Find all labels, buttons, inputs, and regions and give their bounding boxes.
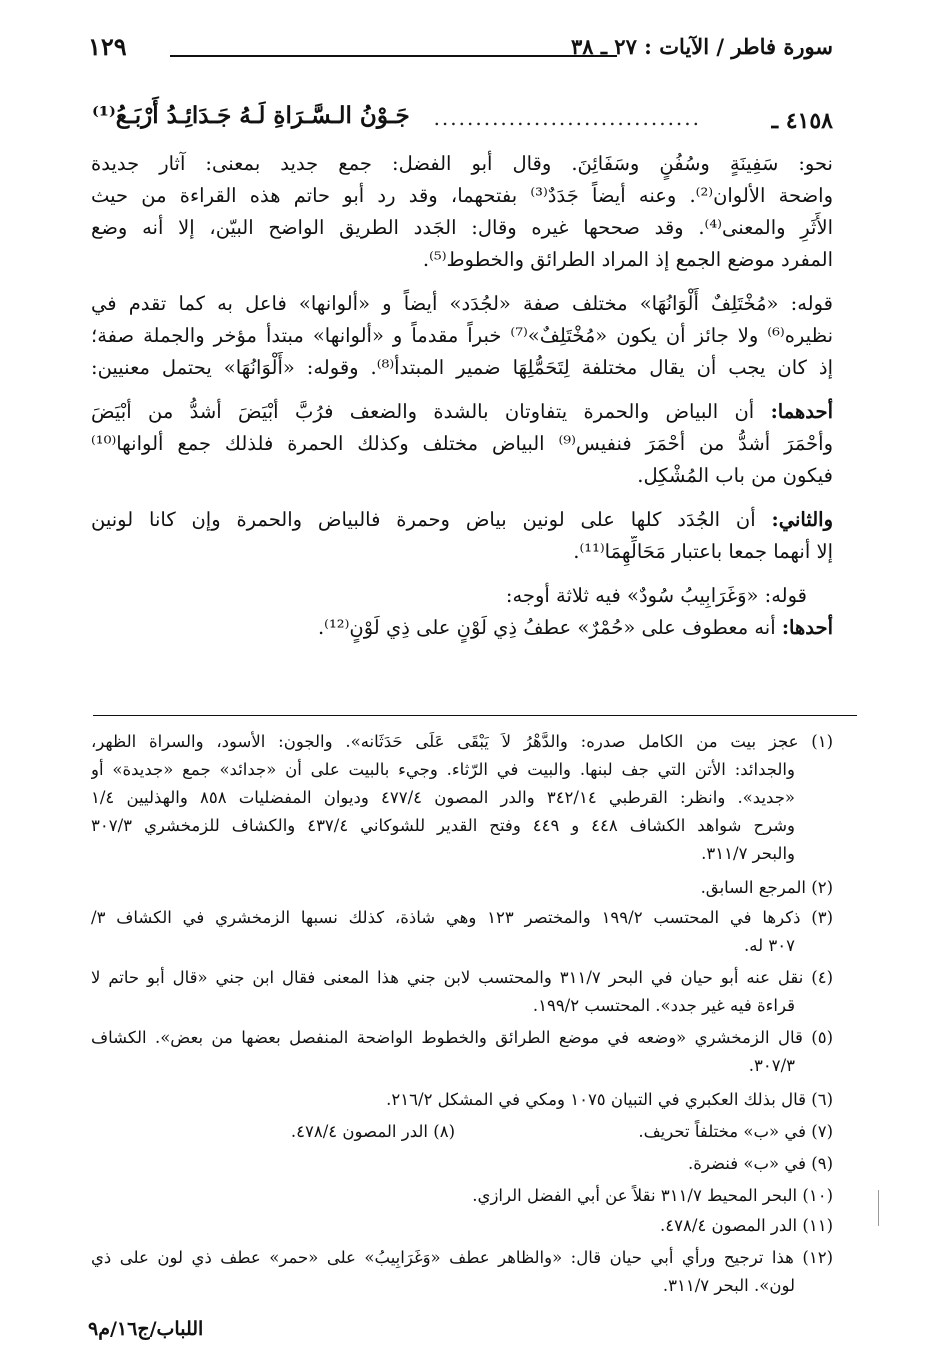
body-line: الأَثَرِ والمعنى⁽⁴⁾. وقد صححها غيره وقال: الجَدد الطريق الواضح البيّن، إلا أنه وضع: [91, 216, 833, 239]
footnote-line: «جديد». وانظر: القرطبي ٣٤٢/١٤ والدر المصون ٤٧٧/٤ وديوان المفضليات ٨٥٨ والهذليين ١/٤: [91, 788, 795, 807]
body-line: نظيره⁽⁶⁾ ولا جائز أن يكون «مُخْتَلِفٌ»⁽⁷⁾ خبراً مقدماً و «ألوانها» مبتدأ مؤخر والجملة صفة؛: [91, 324, 833, 347]
body-line: نحو: سَفِينَةٍ وسُفُنٍ وسَفَائِنَ. وقال أبو الفضل: جمع جديد بمعنى: آثار جديدة: [91, 152, 833, 175]
body-line: المفرد موضع الجمع إذ المراد الطرائق والخطوط⁽⁵⁾.: [422, 248, 833, 271]
label-first: أحدهما:: [770, 400, 833, 423]
header-title: سورة فاطر / الآيات : ٢٧ ـ ٣٨: [570, 34, 833, 59]
footnote-line: ٣٠٧ له.: [744, 936, 795, 955]
body-line-text: أنه معطوف على «حُمْرٌ» عطفُ ذِي لَوْنٍ على ذِي لَوْنٍ⁽¹²⁾.: [317, 616, 776, 639]
footnote-line: وشرح شواهد الكشاف ٤٤٨ و ٤٤٩ وفتح القدير للشوكاني ٤٣٧/٤ والكشاف للزمخشري ٣٠٧/٣: [91, 816, 795, 835]
body-line: وأحْمَرَ أشدُّ من أحْمَرَ فنفيس⁽⁹⁾ البياض مختلف وكذلك الحمرة فلذلك جمع ألوانها⁽¹⁰⁾: [91, 432, 833, 455]
body-line: إلا أنهما جمعا باعتبار مَحَالِّهِمَا⁽¹¹⁾.: [573, 540, 833, 563]
footnote-line: والجدائد: الأتن التي جف لبنها. والبيت في الرّثاء. وجيء بالبيت على أن «جدائد» جمع «جديدة» أو: [91, 760, 795, 779]
footnote-line: (١١) الدر المصون ٤٧٨/٤.: [660, 1216, 833, 1235]
margin-mark: [878, 1190, 880, 1226]
footnote-line: (٣) ذكرها في المحتسب ١٩٩/٢ والمختصر ١٢٣ وهي شاذة، كذلك نسبها الزمخشري في الكشاف ٣/: [91, 908, 833, 927]
body-line: قوله: «مُخْتَلِفٌ أَلْوَانُهَا» مختلف صفة «لجُدَد» أيضاً و «ألوانها» فاعل به كما تقدم في: [91, 292, 833, 315]
footnote-line: (٩) في «ب» فنضرة.: [687, 1154, 833, 1173]
footnote-line: (٦) قال بذلك العكبري في التبيان ١٠٧٥ ومكي في المشكل ٢١٦/٢.: [386, 1090, 833, 1109]
footnote-line: قراءة فيه غير جدد». المحتسب ١٩٩/٢.: [532, 996, 795, 1015]
body-line: قوله: «وَغَرَابِيبُ سُودٌ» فيه ثلاثة أوجه:: [505, 584, 807, 607]
footnote-line: (٨) الدر المصون ٤٧٨/٤.: [290, 1122, 455, 1141]
body-line-text: أن الجُدَد كلها على لونين بياض وحمرة فالبياض والحمرة وإن كانا لونين: [91, 508, 756, 531]
footnote-line: (١٠) البحر المحيط ٣١١/٧ نقلاً عن أبي الفضل الرازي.: [472, 1186, 833, 1205]
footnote-line: ٣٠٧/٣.: [748, 1056, 795, 1075]
body-line-second-meaning: [91, 504, 833, 536]
running-header: [88, 30, 833, 70]
verse-text: جَـوْنُ الـسَّـرَاةِ لَـهُ جَـدَائِـدُ أَرْبَـعُ⁽¹⁾: [92, 102, 410, 129]
footnote-line: (١) عجز بيت من الكامل صدره: والدَّهْرُ لاَ يَبْقَى عَلَى حَدَثَانه». والجون: الأسود، والسراة الظهر،: [91, 732, 833, 751]
footnote-line: (٥) قال الزمخشري «وضعه في موضع الطرائق والخطوط الواضحة المنفصل بعضها من بعض». الكشاف: [91, 1028, 833, 1047]
verse-leader-dots: ................................: [433, 106, 701, 130]
footnote-line: (٤) نقل عنه أبو حيان في البحر ٣١١/٧ والمحتسب لابن جني هذا المعنى فقال ابن جني «قال أبو حاتم لا: [91, 968, 833, 987]
footnote-line: لون». البحر ٣١١/٧.: [662, 1276, 795, 1295]
body-line-first-meaning: [91, 396, 833, 428]
verse-heading: [92, 100, 833, 140]
verse-number: ٤١٥٨ ـ: [771, 108, 833, 134]
page-number: ١٢٩: [88, 32, 127, 61]
label-first-of-three: أحدها:: [781, 616, 833, 639]
footer-signature: اللباب/ج١٦/م٩: [88, 1318, 204, 1340]
body-line-first-of-three: [91, 612, 833, 644]
body-line: إذ كان يجب أن يقال مختلفة لِتَحَمُّلِهَا ضمير المبتدأ⁽⁸⁾. وقوله: «أَلْوَانُهَا» يحتمل معنيين:: [91, 356, 833, 379]
label-second: والثاني:: [771, 508, 833, 531]
body-line-text: أن البياض والحمرة يتفاوتان بالشدة والضعف فرُبَّ أبْيَضَ أشدُّ من أبْيَضَ: [91, 400, 755, 423]
footnote-line: (٢) المرجع السابق.: [700, 878, 833, 897]
body-line: فيكون من باب المُشْكِل.: [637, 464, 833, 487]
footnote-separator: [93, 715, 857, 716]
footnote-line: (١٢) هذا ترجيح ورأي أبي حيان قال: «والظاهر عطف «وَغَرَابِيبُ» على «حمر» عطف ذي لون على ذي: [91, 1248, 833, 1267]
body-line: واضحة الألوان⁽²⁾. وعنه أيضاً جَدَدٌ⁽³⁾ بفتحهما، وقد رد أبو حاتم هذه القراءة من حيث: [91, 184, 833, 207]
footnote-line: (٧) في «ب» مختلفاً تحريف.: [638, 1122, 833, 1141]
header-rule: [170, 55, 617, 57]
footnote-line: والبحر ٣١١/٧.: [701, 844, 795, 863]
